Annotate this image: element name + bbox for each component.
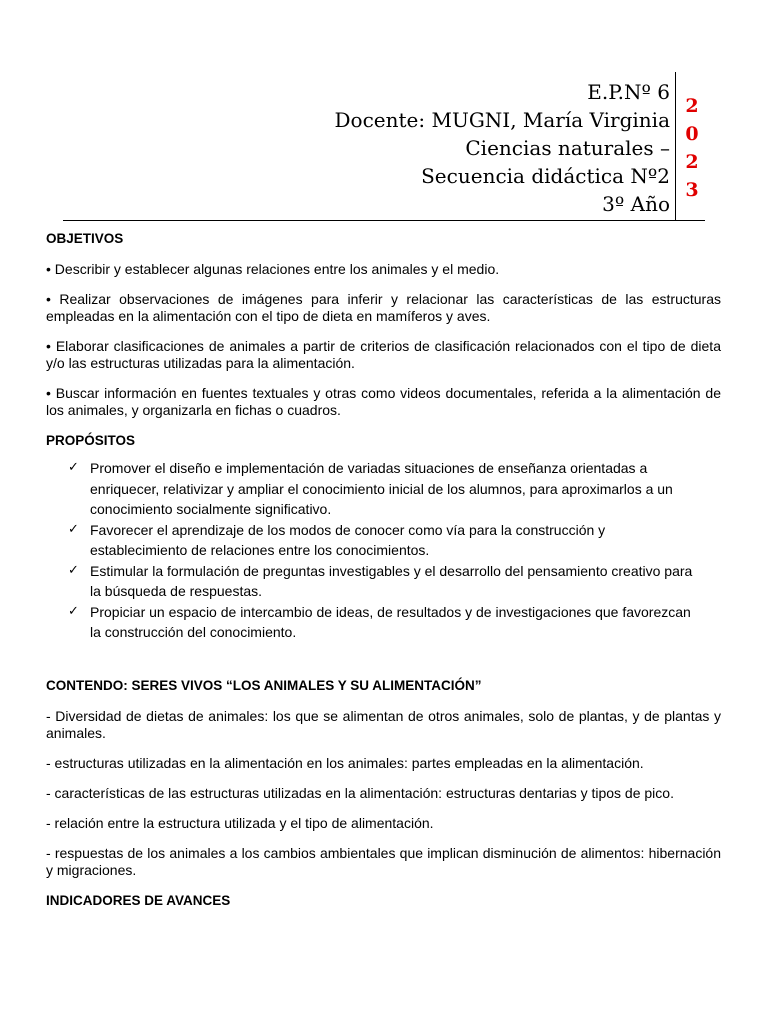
checkmark-icon: ✓ — [68, 603, 79, 619]
purposes-list — [46, 458, 721, 643]
purpose-text: Promover el diseño e implementación de variadas situaciones de enseñanza orientadas a enriquecer, relativizar y ampliar el conocimiento inicial de los alumnos, para aproximarlos a un conocimiento socialmente significativo. — [90, 460, 673, 517]
propositos-heading: PROPÓSITOS — [46, 433, 136, 448]
checkmark-icon: ✓ — [68, 521, 79, 537]
content-item: - características de las estructuras utilizadas en la alimentación: estructuras dentarias y tipos de pico. — [46, 784, 674, 801]
header-vertical-divider — [675, 72, 676, 220]
checkmark-icon: ✓ — [68, 562, 79, 578]
objective-item: • Realizar observaciones de imágenes para inferir y relacionar las características de las estructuras empleadas en la alimentación con el tipo de dieta en mamíferos y aves. — [46, 291, 721, 324]
purpose-item — [68, 458, 721, 520]
purpose-text: Estimular la formulación de preguntas investigables y el desarrollo del pensamiento creativo para la búsqueda de respuestas. — [90, 562, 693, 599]
objective-item: • Elaborar clasificaciones de animales a partir de criterios de clasificación relacionados con el tipo de dieta y/o las estructuras utilizadas para la alimentación. — [46, 338, 721, 371]
document-header — [0, 72, 768, 220]
year-digit: 2 — [685, 151, 699, 173]
purpose-text: Favorecer el aprendizaje de los modos de conocer como vía para la construcción y establecimiento de relaciones entre los conocimientos. — [90, 521, 606, 558]
objetivos-heading: OBJETIVOS — [46, 231, 124, 246]
indicadores-heading: INDICADORES DE AVANCES — [46, 892, 231, 908]
year-label — [683, 92, 701, 204]
purpose-text: Propiciar un espacio de intercambio de ideas, de resultados y de investigaciones que favorezcan la construcción del conocimiento. — [90, 603, 691, 640]
objective-item: • Describir y establecer algunas relaciones entre los animales y el medio. — [46, 261, 500, 277]
year-digit: 3 — [685, 179, 699, 201]
sequence-title: Secuencia didáctica Nº2 — [421, 164, 670, 188]
school-name: E.P.Nº 6 — [587, 80, 670, 104]
content-item: - Diversidad de dietas de animales: los que se alimentan de otros animales, solo de plantas, y de plantas y animales. — [46, 707, 721, 741]
purpose-item — [68, 520, 721, 561]
checkmark-icon: ✓ — [68, 460, 79, 475]
grade-level: 3º Año — [602, 192, 670, 216]
content-item: - respuestas de los animales a los cambios ambientales que implican disminución de alimentos: hibernación y migraciones. — [46, 844, 721, 878]
contenido-heading: CONTENDO: SERES VIVOS “LOS ANIMALES Y SU ALIMENTACIÓN” — [46, 677, 482, 693]
purpose-item — [68, 602, 721, 643]
subject-name: Ciencias naturales – — [465, 136, 670, 160]
year-digit: 2 — [685, 95, 699, 117]
year-digit: 0 — [685, 123, 699, 145]
objective-item: • Buscar información en fuentes textuales y otras como videos documentales, referida a la alimentación de los animales, y organizarla en fichas o cuadros. — [46, 385, 721, 418]
header-text-block — [250, 78, 670, 218]
header-horizontal-divider — [63, 220, 705, 221]
content-item: - relación entre la estructura utilizada y el tipo de alimentación. — [46, 814, 434, 831]
teacher-name: Docente: MUGNI, María Virginia — [334, 108, 670, 132]
document-body — [46, 230, 721, 909]
content-item: - estructuras utilizadas en la alimentación en los animales: partes empleadas en la alimentación. — [46, 754, 644, 771]
purpose-item — [68, 561, 721, 602]
